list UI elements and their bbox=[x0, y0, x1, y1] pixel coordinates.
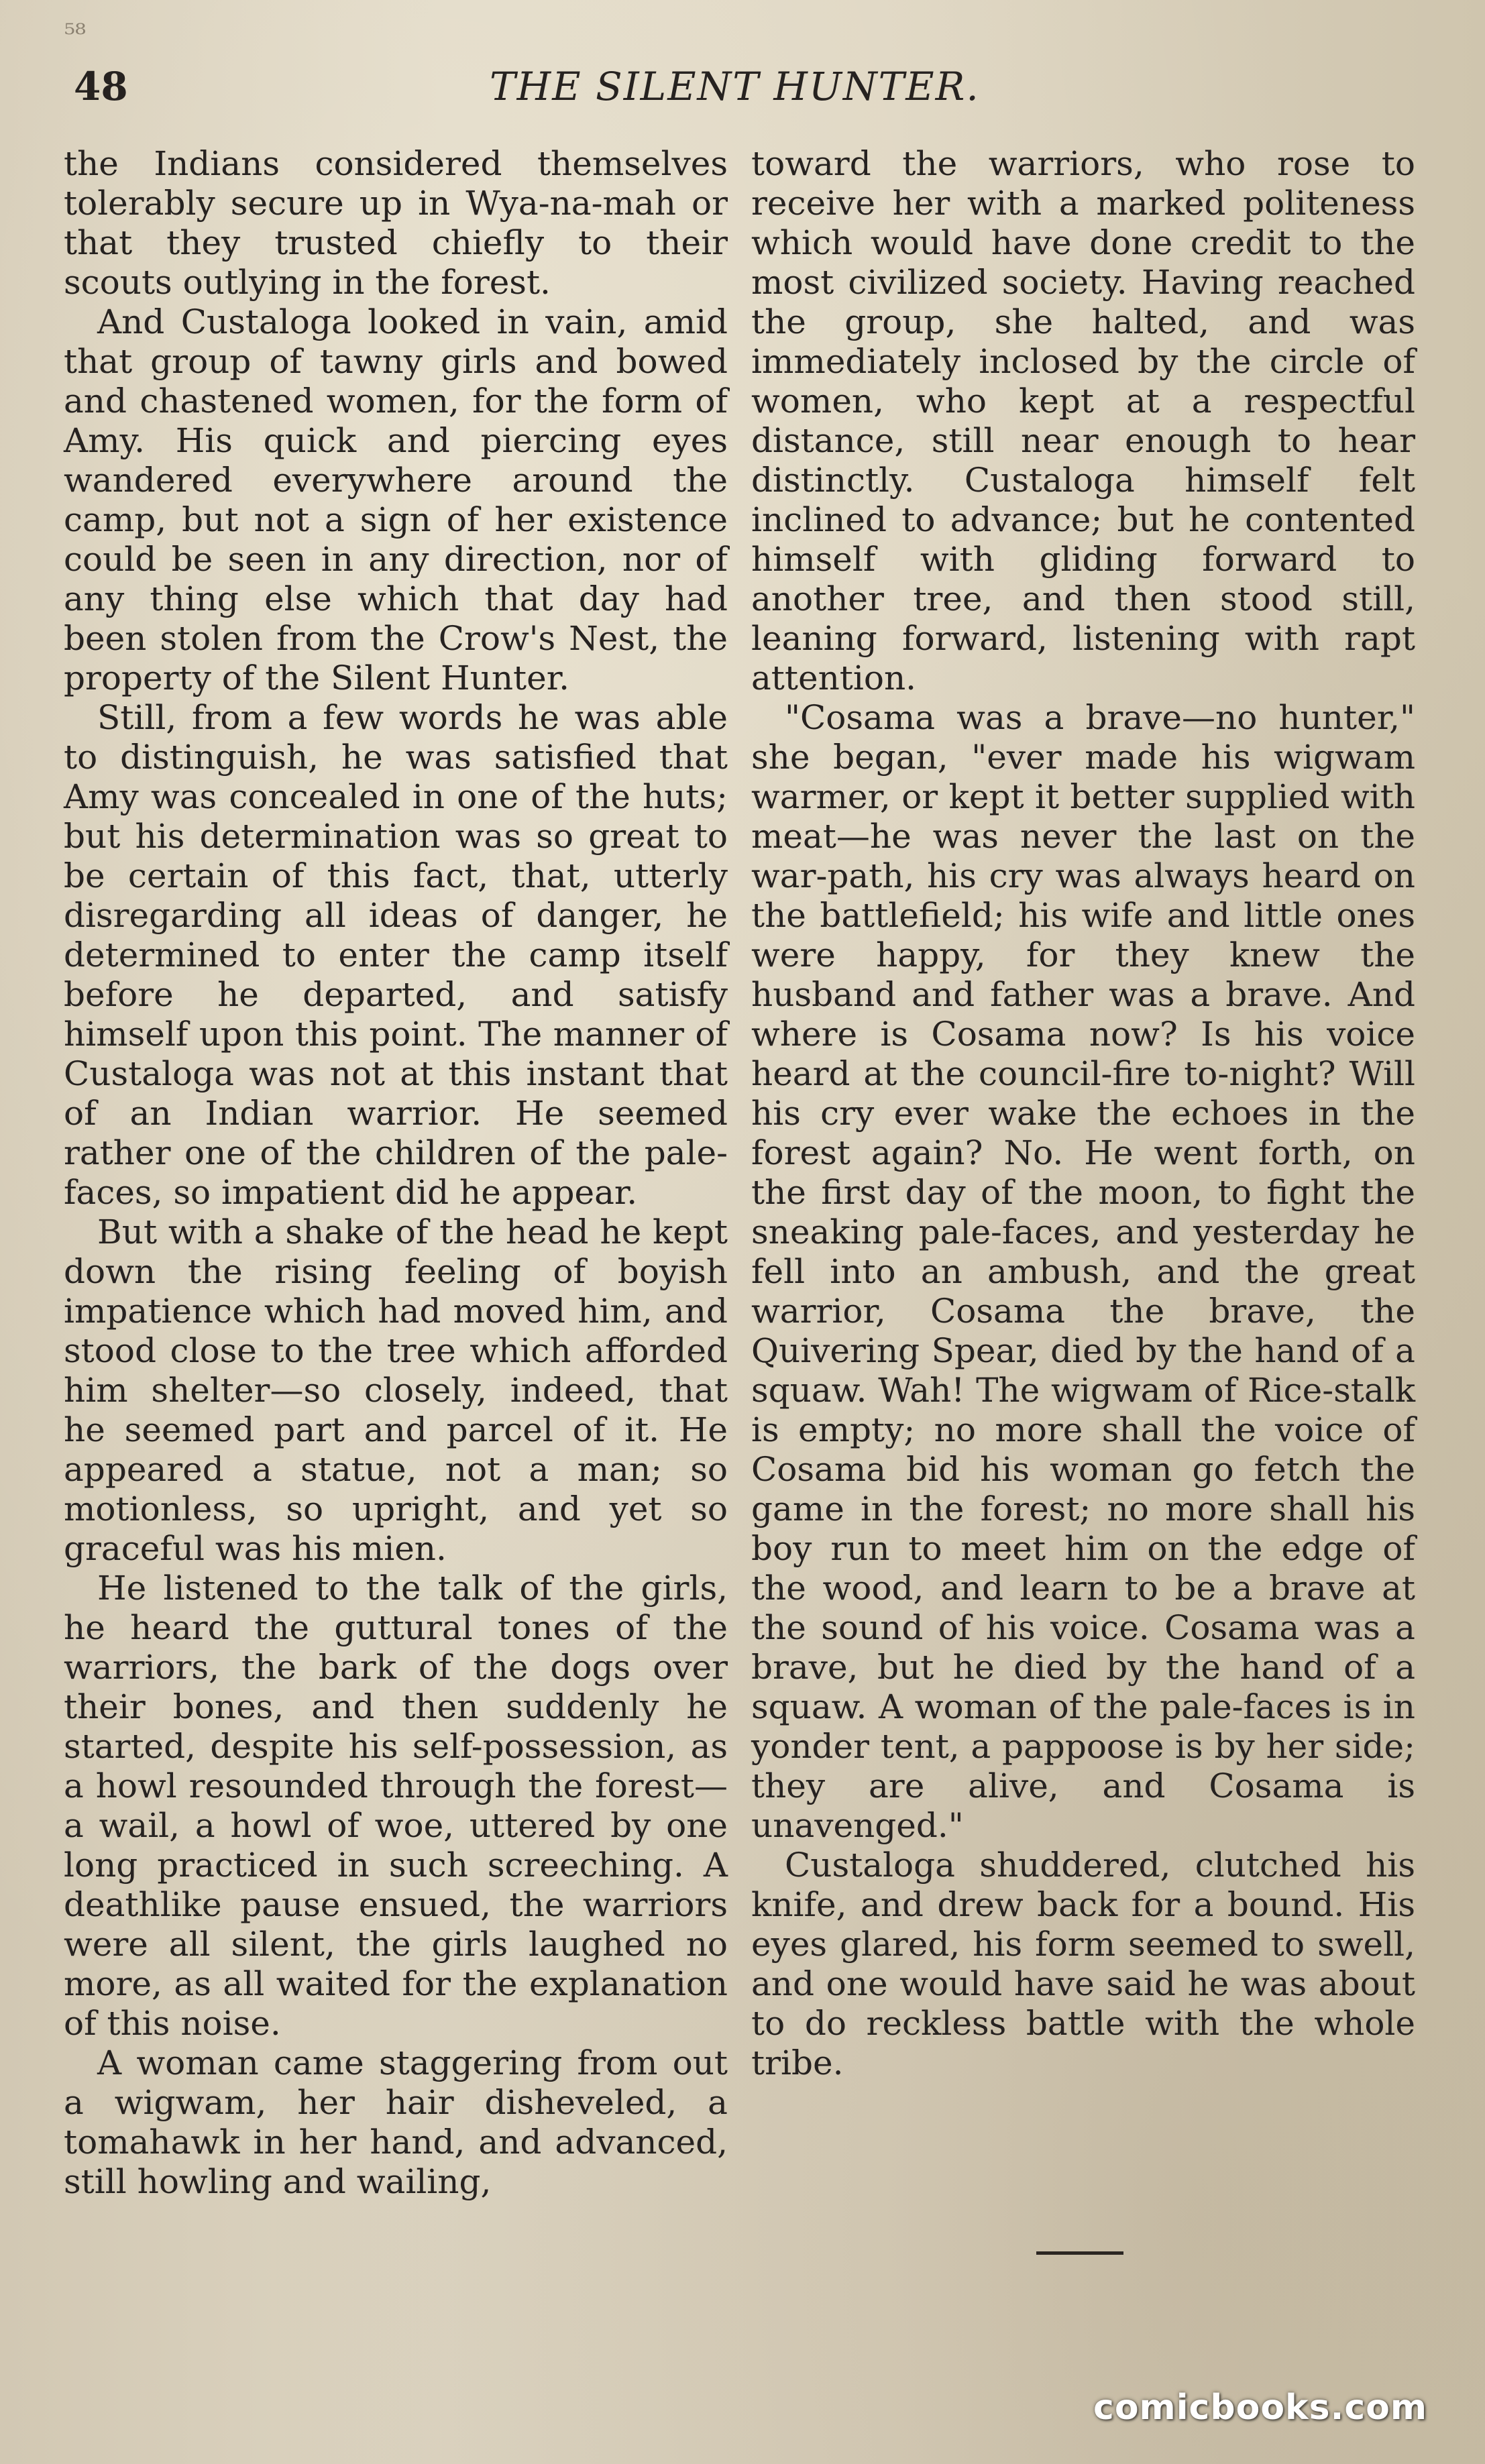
running-title: THE SILENT HUNTER. bbox=[490, 64, 980, 109]
paragraph: "Cosama was a brave—no hunter," she began, "ever made his wigwam warmer, or kept it better supplied with meat—he was never the last on the war-path, his cry was always heard on the battlefield; his wife and little ones were happy, for they knew the husband and father was a brave. And where is Cosama now? Is his voice heard at the council-fire to-night? Will his cry ever wake the echoes in the forest again? No. He went forth, on the first day of the moon, to fight the sneaking pale-faces, and yesterday he fell into an ambush, and the great warrior, Cosama the brave, the Quivering Spear, died by the hand of a squaw. Wah! The wigwam of Rice-stalk is empty; no more shall the voice of Cosama bid his woman go fetch the game in the forest; no more shall his boy run to meet him on the edge of the wood, and learn to be a brave at the sound of his voice. Cosama was a brave, but he died by the hand of a squaw. A woman of the pale-faces is in yonder tent, a pappoose is by her side; they are alive, and Cosama is unavenged." bbox=[751, 698, 1415, 1845]
paragraph: A woman came staggering from out a wigwam, her hair disheveled, a tomahawk in her hand, and advanced, still howling and wailing, bbox=[64, 2043, 728, 2201]
page-number: 48 bbox=[74, 64, 128, 109]
paragraph: Custaloga shuddered, clutched his knife, and drew back for a bound. His eyes glared, his form seemed to swell, and one would have said he was about to do reckless battle with the whole tribe. bbox=[751, 1846, 1415, 2082]
paragraph: toward the warriors, who rose to receive her with a marked politeness which would have done credit to the most civilized society. Having reached the group, she halted, and was immediately inclosed by the circle of women, who kept at a respectful distance, still near enough to hear distinctly. Custaloga himself felt inclined to advance; but he contented himself with gliding forward to another tree, and then stood still, leaning forward, listening with rapt attention. bbox=[751, 144, 1415, 697]
paragraph: He listened to the talk of the girls, he heard the guttural tones of the warriors, the bark of the dogs over their bones, and then suddenly he started, despite his self-possession, as a howl resounded through the forest—a wail, a howl of woe, uttered by one long practiced in such screeching. A deathlike pause ensued, the warriors were all silent, the girls laughed no more, as all waited for the explanation of this noise. bbox=[64, 1569, 728, 2043]
paragraph: But with a shake of the head he kept down the rising feeling of boyish impatience which had moved him, and stood close to the tree which afforded him shelter—so closely, indeed, that he seemed part and parcel of it. He appeared a statue, not a man; so motionless, so upright, and yet so graceful was his mien. bbox=[64, 1213, 728, 1568]
stray-print-mark: ⁵⁸ bbox=[64, 19, 87, 50]
right-column bbox=[751, 144, 1415, 2083]
page-header bbox=[74, 64, 1415, 117]
paragraph: Still, from a few words he was able to distinguish, he was satisfied that Amy was concealed in one of the huts; but his determination was so great to be certain of this fact, that, utterly disregarding all ideas of danger, he determined to enter the camp itself before he departed, and satisfy himself upon this point. The manner of Custaloga was not at this instant that of an Indian warrior. He seemed rather one of the children of the pale-faces, so impatient did he appear. bbox=[64, 698, 728, 1212]
left-column bbox=[64, 144, 728, 2202]
paragraph: the Indians considered themselves tolerably secure up in Wya-na-mah or that they trusted chiefly to their scouts outlying in the forest. bbox=[64, 144, 728, 302]
paragraph: And Custaloga looked in vain, amid that group of tawny girls and bowed and chastened women, for the form of Amy. His quick and piercing eyes wandered everywhere around the camp, but not a sign of her existence could be seen in any direction, nor of any thing else which that day had been stolen from the Crow's Nest, the property of the Silent Hunter. bbox=[64, 302, 728, 697]
site-watermark: comicbooks.com bbox=[1093, 2388, 1428, 2428]
section-end-rule bbox=[1036, 2251, 1123, 2255]
